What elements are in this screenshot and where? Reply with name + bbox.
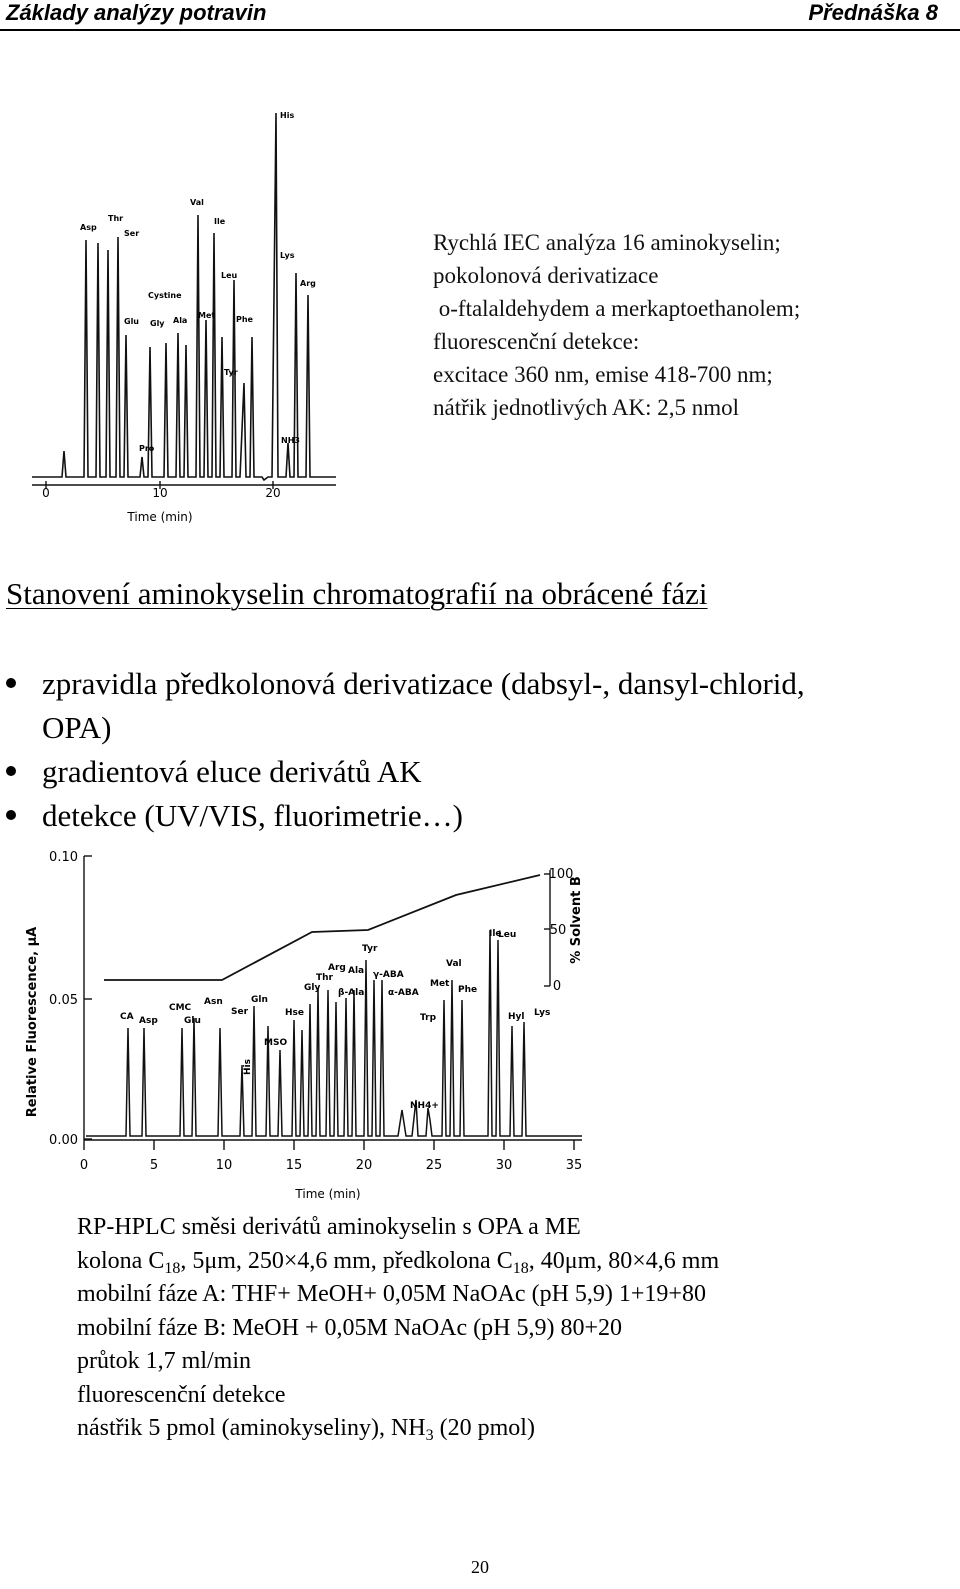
x-tick-label: 15 xyxy=(285,1158,303,1173)
peak-label: Tyr xyxy=(362,944,378,954)
bullet-text: zpravidla předkolonová derivatizace (dabsyl-, dansyl-chlorid, xyxy=(42,666,805,701)
x-tick-label: 20 xyxy=(265,486,281,500)
peak-label: Arg xyxy=(328,963,346,973)
x-axis-label: Time (min) xyxy=(295,1187,361,1201)
peak-label: Ala xyxy=(348,966,365,976)
bullet-icon xyxy=(6,810,16,820)
peak-label: His xyxy=(280,111,295,120)
bullet-text: gradientová eluce derivátů AK xyxy=(42,754,422,789)
peak-label: Leu xyxy=(498,930,517,940)
x-tick-label: 20 xyxy=(355,1158,373,1173)
caption-line: mobilní fáze B: MeOH + 0,05M NaOAc (pH 5,9) 80+20 xyxy=(77,1314,622,1341)
caption-line: excitace 360 nm, emise 418-700 nm; xyxy=(433,362,773,387)
peak-label: Lys xyxy=(280,251,295,260)
peak-label: Cystine xyxy=(148,291,182,300)
gradient-profile xyxy=(104,875,540,980)
caption-line: nástřik 5 pmol (aminokyseliny), $NH_3$ (20 pmol) xyxy=(77,1415,535,1444)
caption-line: mobilní fáze A: THF+ MeOH+ 0,05M NaOAc (pH 5,9) 1+19+80 xyxy=(77,1281,706,1307)
bullet-icon xyxy=(6,766,16,776)
x-tick-label: 0 xyxy=(79,1158,89,1173)
bullet-icon xyxy=(6,678,16,688)
peak-label: α-ABA xyxy=(388,988,419,998)
section-heading: Stanovení aminokyselin chromatografií na obrácené fázi xyxy=(6,576,708,611)
peak-label: Ile xyxy=(489,929,502,939)
rphplc-chromatogram xyxy=(0,840,620,1210)
peak-label: Glu xyxy=(184,1016,201,1026)
peak-label: Trp xyxy=(420,1013,437,1023)
bullet-item xyxy=(0,750,960,794)
caption-line: o-ftalaldehydem a merkaptoethanolem; xyxy=(433,296,801,321)
peak-label: Ile xyxy=(214,217,226,226)
y2-axis-label: % Solvent B xyxy=(569,876,584,964)
peak-label: Val xyxy=(446,959,462,969)
peak-label: Asn xyxy=(204,997,223,1007)
bullet-item xyxy=(0,662,960,750)
page-number: 20 xyxy=(471,1557,489,1577)
peak-label: Gly xyxy=(150,319,165,328)
peak-label: Hse xyxy=(285,1008,304,1018)
caption-line: průtok 1,7 ml/min xyxy=(77,1348,251,1374)
peak-label: Thr xyxy=(108,214,124,223)
chromatogram-trace xyxy=(32,113,336,480)
caption-line: pokolonová derivatizace xyxy=(433,263,659,288)
iec-caption xyxy=(433,226,800,424)
peak-label: NH3 xyxy=(281,436,300,445)
y2-tick-label: 0 xyxy=(552,979,562,994)
y-tick-label: 0.10 xyxy=(49,850,78,865)
peak-label: His xyxy=(243,1059,253,1075)
iec-chromatogram xyxy=(0,85,420,535)
x-axis-ticks xyxy=(84,1140,574,1150)
caption-line: Rychlá IEC analýza 16 aminokyselin; xyxy=(433,230,781,255)
x-tick-label: 0 xyxy=(42,486,50,500)
x-tick-label: 25 xyxy=(425,1158,443,1173)
y-axis-label: Relative Fluorescence, μA xyxy=(25,926,40,1118)
bullet-text: detekce (UV/VIS, fluorimetrie…) xyxy=(42,798,463,833)
peak-label: Arg xyxy=(300,279,316,288)
x-tick-label: 30 xyxy=(495,1158,513,1173)
peak-label: Asp xyxy=(139,1016,158,1026)
peak-label: Lys xyxy=(534,1008,551,1018)
peak-label: NH4+ xyxy=(410,1101,439,1111)
peak-label: Ser xyxy=(124,229,140,238)
peak-label: Val xyxy=(190,198,204,207)
caption-line: fluorescenční detekce xyxy=(77,1381,286,1408)
peak-label: Phe xyxy=(458,985,478,995)
peak-label: MSO xyxy=(264,1038,288,1048)
peak-label: Phe xyxy=(236,315,253,324)
peak-label: CA xyxy=(120,1012,134,1022)
peak-label: Met xyxy=(198,311,216,320)
x-tick-label: 35 xyxy=(565,1158,583,1173)
chromatogram-trace xyxy=(86,930,582,1136)
peak-label: Pro xyxy=(139,444,155,453)
peak-label: CMC xyxy=(169,1003,192,1013)
peak-label: Leu xyxy=(221,271,238,280)
peak-label: Ser xyxy=(231,1007,249,1017)
y-tick-label: 0.05 xyxy=(49,993,78,1008)
peak-label: Gln xyxy=(251,995,268,1005)
course-title: Základy analýzy potravin xyxy=(6,0,267,25)
bullet-text-continuation: OPA) xyxy=(42,710,112,745)
peak-label: Tyr xyxy=(224,368,238,377)
rphplc-caption xyxy=(77,1211,719,1446)
x-axis-label: Time (min) xyxy=(127,510,193,524)
peak-label: Gly xyxy=(304,983,321,993)
peak-label: γ-ABA xyxy=(373,970,404,980)
caption-line: kolona $C_{18}$, 5μm, 250×4,6 mm, předkolona $C_{18}$, 40μm, 80×4,6 mm xyxy=(77,1247,720,1277)
y-tick-label: 0.00 xyxy=(49,1133,78,1148)
peak-label: Asp xyxy=(80,223,97,232)
bullet-list xyxy=(0,662,960,838)
bullet-item xyxy=(0,794,960,838)
peak-label: Hyl xyxy=(508,1012,525,1022)
lecture-number: Přednáška 8 xyxy=(808,0,938,25)
y2-tick-label: 50 xyxy=(549,923,567,938)
y-axis-ticks xyxy=(84,856,92,1139)
x-tick-label: 10 xyxy=(152,486,168,500)
x-tick-label: 10 xyxy=(215,1158,233,1173)
caption-line: RP-HPLC směsi derivátů aminokyselin s OPA a ME xyxy=(77,1214,581,1240)
caption-line: fluorescenční detekce: xyxy=(433,329,640,354)
caption-line: nátřik jednotlivých AK: 2,5 nmol xyxy=(433,395,739,420)
x-tick-label: 5 xyxy=(149,1158,159,1173)
y2-tick-label: 100 xyxy=(548,867,574,882)
peak-label: Glu xyxy=(124,317,140,326)
peak-label: Thr xyxy=(316,973,333,983)
header-rule xyxy=(0,29,960,31)
peak-label: β-Ala xyxy=(338,988,365,998)
peak-label: Ala xyxy=(173,316,188,325)
peak-label: Met xyxy=(430,979,450,989)
